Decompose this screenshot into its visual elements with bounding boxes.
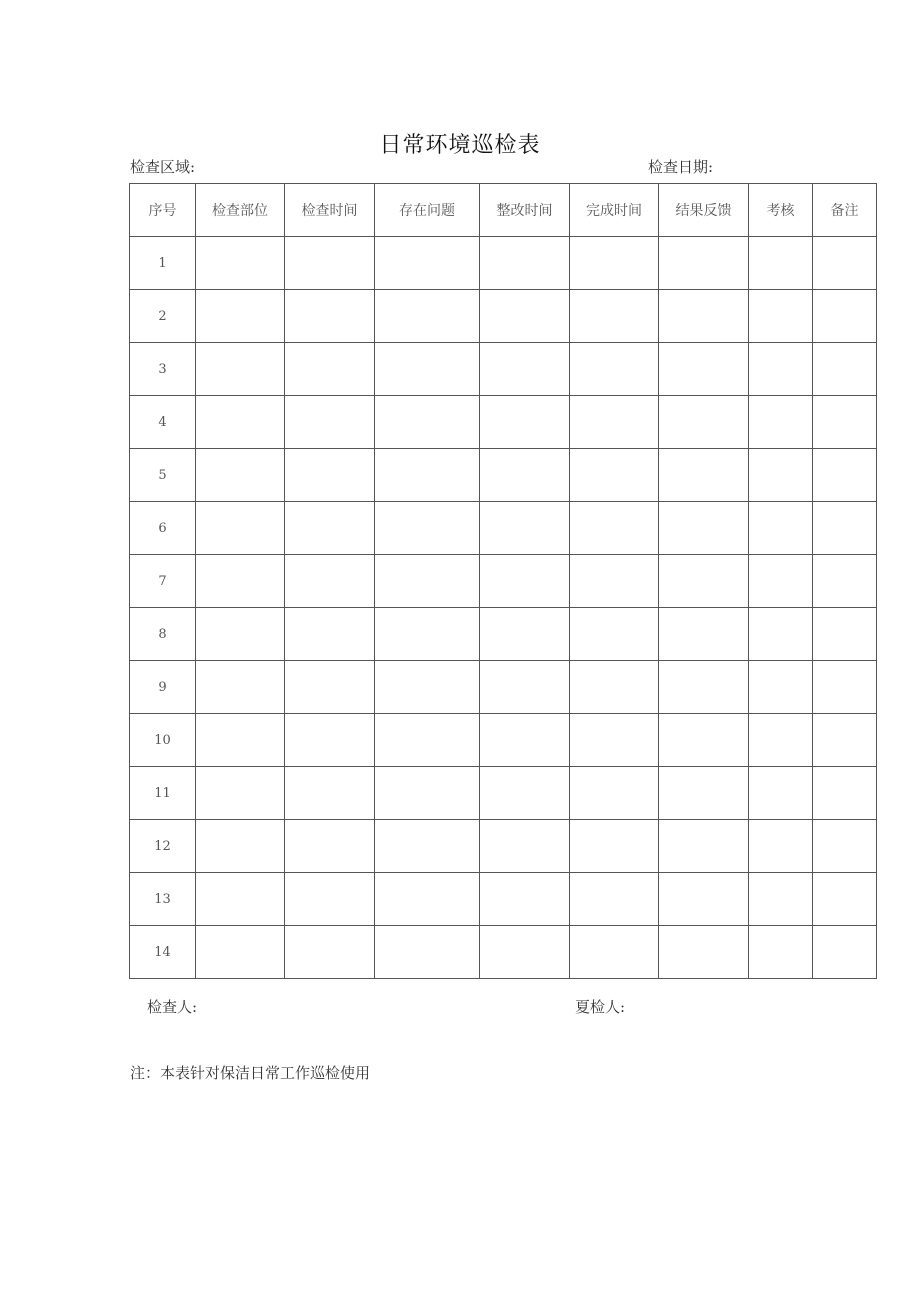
table-cell[interactable] [285, 820, 375, 873]
table-cell[interactable] [285, 396, 375, 449]
table-cell[interactable] [659, 396, 749, 449]
column-header: 完成时间 [570, 184, 659, 237]
table-cell[interactable] [480, 502, 570, 555]
table-cell[interactable] [813, 555, 877, 608]
table-cell[interactable] [813, 714, 877, 767]
table-cell[interactable] [375, 661, 480, 714]
table-cell[interactable] [480, 608, 570, 661]
column-header: 备注 [813, 184, 877, 237]
table-cell[interactable] [570, 343, 659, 396]
inspection-area-label: 检查区域: [130, 158, 196, 176]
column-header: 检查部位 [196, 184, 285, 237]
row-number: 3 [130, 343, 196, 396]
table-cell[interactable] [285, 873, 375, 926]
table-cell[interactable] [480, 343, 570, 396]
table-cell[interactable] [659, 608, 749, 661]
row-number: 13 [130, 873, 196, 926]
table-header [130, 184, 877, 237]
table-row [130, 237, 877, 290]
table-cell[interactable] [570, 449, 659, 502]
table-row [130, 820, 877, 873]
table-row [130, 661, 877, 714]
table-row [130, 502, 877, 555]
table-cell[interactable] [375, 555, 480, 608]
table-cell[interactable] [813, 661, 877, 714]
column-header: 序号 [130, 184, 196, 237]
table-cell[interactable] [196, 926, 285, 979]
table-cell[interactable] [196, 396, 285, 449]
row-number: 2 [130, 290, 196, 343]
table-row [130, 555, 877, 608]
table-cell[interactable] [480, 396, 570, 449]
row-number: 8 [130, 608, 196, 661]
table-cell[interactable] [570, 237, 659, 290]
table-cell[interactable] [570, 290, 659, 343]
table-cell[interactable] [480, 237, 570, 290]
table-cell[interactable] [285, 343, 375, 396]
table-cell[interactable] [375, 767, 480, 820]
footnote: 注：本表针对保洁日常工作巡检使用 [130, 1064, 371, 1082]
table-cell[interactable] [375, 396, 480, 449]
table-cell[interactable] [813, 343, 877, 396]
table-cell[interactable] [196, 608, 285, 661]
table-cell[interactable] [480, 290, 570, 343]
table-cell[interactable] [570, 555, 659, 608]
table-cell[interactable] [570, 502, 659, 555]
table-cell[interactable] [375, 449, 480, 502]
table-cell[interactable] [196, 767, 285, 820]
inspection-date-label: 检查日期: [648, 158, 714, 176]
table-cell[interactable] [375, 714, 480, 767]
table-cell[interactable] [749, 661, 813, 714]
table-cell[interactable] [375, 237, 480, 290]
table-cell[interactable] [285, 926, 375, 979]
table-cell[interactable] [659, 555, 749, 608]
table-cell[interactable] [196, 290, 285, 343]
table-cell[interactable] [813, 608, 877, 661]
table-cell[interactable] [570, 926, 659, 979]
table-row [130, 449, 877, 502]
column-header: 检查时间 [285, 184, 375, 237]
table-cell[interactable] [570, 873, 659, 926]
table-cell[interactable] [196, 714, 285, 767]
table-cell[interactable] [813, 290, 877, 343]
column-header: 存在问题 [375, 184, 480, 237]
table-cell[interactable] [196, 873, 285, 926]
table-cell[interactable] [480, 714, 570, 767]
table-cell[interactable] [659, 502, 749, 555]
table-cell[interactable] [285, 608, 375, 661]
table-cell[interactable] [285, 767, 375, 820]
table-cell[interactable] [285, 661, 375, 714]
table-cell[interactable] [659, 926, 749, 979]
table-cell[interactable] [659, 820, 749, 873]
table-cell[interactable] [749, 502, 813, 555]
table-cell[interactable] [196, 820, 285, 873]
table-row [130, 873, 877, 926]
table-cell[interactable] [813, 873, 877, 926]
table-cell[interactable] [749, 237, 813, 290]
table-cell[interactable] [480, 926, 570, 979]
table-cell[interactable] [375, 873, 480, 926]
table-cell[interactable] [813, 926, 877, 979]
table-cell[interactable] [285, 714, 375, 767]
table-cell[interactable] [749, 608, 813, 661]
table-cell[interactable] [749, 873, 813, 926]
table-body [130, 237, 877, 979]
table-cell[interactable] [196, 661, 285, 714]
row-number: 1 [130, 237, 196, 290]
row-number: 14 [130, 926, 196, 979]
table-cell[interactable] [813, 237, 877, 290]
table-cell[interactable] [749, 343, 813, 396]
page-title: 日常环境巡检表 [379, 133, 541, 158]
table-cell[interactable] [659, 290, 749, 343]
table-cell[interactable] [749, 555, 813, 608]
table-cell[interactable] [285, 555, 375, 608]
table-cell[interactable] [570, 714, 659, 767]
column-header: 整改时间 [480, 184, 570, 237]
table-cell[interactable] [570, 661, 659, 714]
table-cell[interactable] [749, 449, 813, 502]
row-number: 12 [130, 820, 196, 873]
table-cell[interactable] [480, 767, 570, 820]
table-cell[interactable] [375, 926, 480, 979]
table-cell[interactable] [375, 820, 480, 873]
table-cell[interactable] [813, 502, 877, 555]
table-row [130, 290, 877, 343]
row-number: 11 [130, 767, 196, 820]
table-cell[interactable] [480, 449, 570, 502]
table-cell[interactable] [196, 555, 285, 608]
table-cell[interactable] [480, 661, 570, 714]
inspector-label: 检查人: [147, 998, 198, 1016]
table-cell[interactable] [285, 290, 375, 343]
table-cell[interactable] [813, 449, 877, 502]
table-cell[interactable] [659, 873, 749, 926]
table-cell[interactable] [285, 449, 375, 502]
row-number: 4 [130, 396, 196, 449]
table-row [130, 343, 877, 396]
table-row [130, 926, 877, 979]
table-cell[interactable] [196, 343, 285, 396]
table-cell[interactable] [749, 396, 813, 449]
table-cell[interactable] [570, 396, 659, 449]
table-row [130, 396, 877, 449]
table-cell[interactable] [375, 343, 480, 396]
table-cell[interactable] [659, 449, 749, 502]
row-number: 7 [130, 555, 196, 608]
table-cell[interactable] [375, 608, 480, 661]
table-cell[interactable] [480, 873, 570, 926]
table-cell[interactable] [285, 502, 375, 555]
row-number: 5 [130, 449, 196, 502]
table-cell[interactable] [659, 343, 749, 396]
table-cell[interactable] [813, 396, 877, 449]
table-cell[interactable] [659, 767, 749, 820]
table-row [130, 608, 877, 661]
table-cell[interactable] [285, 237, 375, 290]
table-cell[interactable] [749, 926, 813, 979]
row-number: 10 [130, 714, 196, 767]
table-cell[interactable] [749, 767, 813, 820]
table-cell[interactable] [813, 767, 877, 820]
reviewer-label: 夏检人: [575, 998, 626, 1016]
column-header: 结果反馈 [659, 184, 749, 237]
table-cell[interactable] [659, 714, 749, 767]
table-cell[interactable] [659, 237, 749, 290]
table-cell[interactable] [375, 290, 480, 343]
table-cell[interactable] [196, 237, 285, 290]
table-cell[interactable] [749, 714, 813, 767]
table-cell[interactable] [375, 502, 480, 555]
table-cell[interactable] [813, 820, 877, 873]
inspection-table [129, 183, 877, 979]
table-cell[interactable] [480, 555, 570, 608]
table-cell[interactable] [749, 820, 813, 873]
column-header: 考核 [749, 184, 813, 237]
table-row [130, 714, 877, 767]
table-cell[interactable] [570, 608, 659, 661]
table-row [130, 767, 877, 820]
table-cell[interactable] [570, 767, 659, 820]
row-number: 9 [130, 661, 196, 714]
table-cell[interactable] [480, 820, 570, 873]
table-cell[interactable] [749, 290, 813, 343]
table-cell[interactable] [570, 820, 659, 873]
row-number: 6 [130, 502, 196, 555]
header-row [130, 184, 877, 237]
table-cell[interactable] [659, 661, 749, 714]
table-cell[interactable] [196, 502, 285, 555]
table-cell[interactable] [196, 449, 285, 502]
